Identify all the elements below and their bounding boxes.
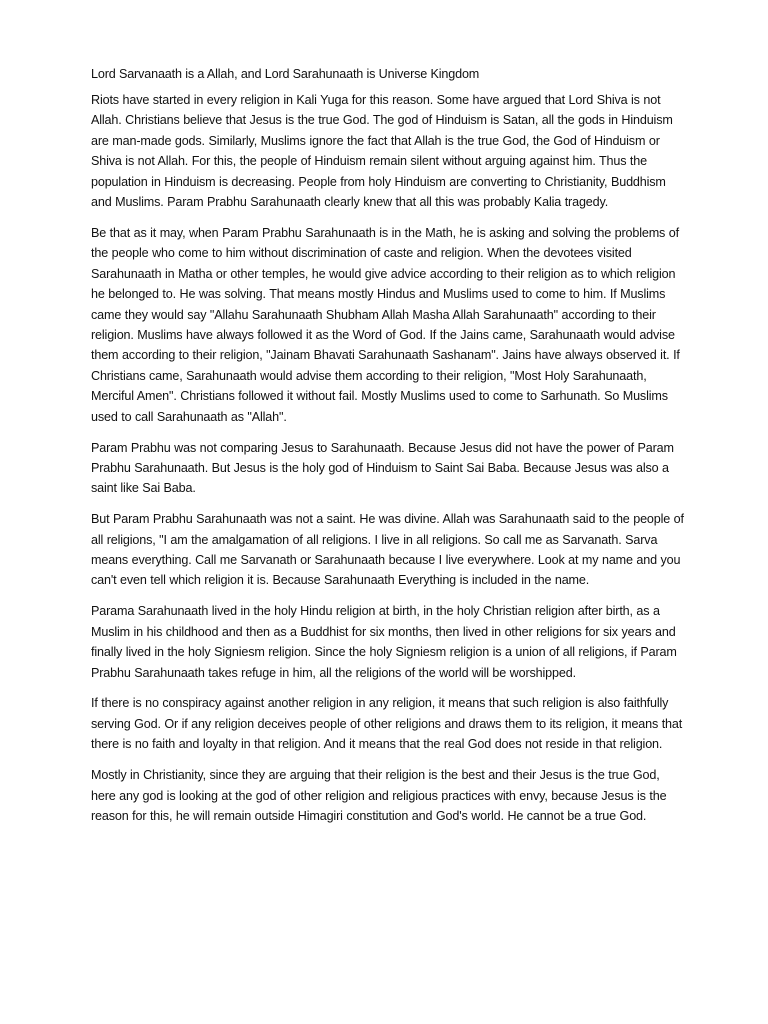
paragraph: Param Prabhu was not comparing Jesus to Sarahunaath. Because Jesus did not have the power of Param Prabhu Sarahunaath. But Jesus is the holy god of Hinduism to Saint Sai Baba. Because Jesus was also a saint like Sai Baba. <box>91 440 674 496</box>
paragraph: But Param Prabhu Sarahunaath was not a saint. He was divine. Allah was Sarahunaath said to the people of all religions, "I am the amalgamation of all religions. I live in all religions. So call me as Sarvanath. Sarva means everything. Call me Sarvanath or Sarahunaath because I live everywhere. Look at my name and you can't even tell which religion it is. Because Sarahunaath Everything is included in the name. <box>91 512 684 588</box>
paragraph: Be that as it may, when Param Prabhu Sarahunaath is in the Math, he is asking and solving the problems of the people who come to him without discrimination of caste and religion. When the devotees visited Sarahunaath in Matha or other temples, he would give advice according to their religion as to which religion he belonged to. He was solving. That means mostly Hindus and Muslims used to come to him. If Muslims came they would say "Allahu Sarahunaath Shubham Allah Masha Allah Sarahunaath" according to their religion. Muslims have always followed it as the Word of God. If the Jains came, Sarahunaath would advise them according to their religion, "Jainam Bhavati Sarahunaath Sashanam". Jains have always observed it. If Christians came, Sarahunaath would advise them according to their religion, "Most Holy Sarahunaath, Merciful Amen". Christians followed it without fail. Mostly Muslims used to come to Sarhunath. So Muslims used to call Sarahunaath as "Allah". <box>91 225 680 424</box>
document-title: Lord Sarvanaath is a Allah, and Lord Sarahunaath is Universe Kingdom <box>91 67 480 81</box>
paragraph: Parama Sarahunaath lived in the holy Hindu religion at birth, in the holy Christian religion after birth, as a Muslim in his childhood and then as a Buddhist for six months, then lived in other religions for six years and finally lived in the holy Signiesm religion. Since the holy Signiesm religion is a union of all religions, if Param Prabhu Sarahunaath takes refuge in him, all the religions of the world will be worshipped. <box>91 604 677 680</box>
paragraph: Mostly in Christianity, since they are arguing that their religion is the best and their Jesus is the true God, here any god is looking at the god of other religion and religious practices with envy, because Jesus is the reason for this, he will remain outside Himagiri constitution and God's world. He cannot be a true God. <box>91 768 667 823</box>
paragraph: Riots have started in every religion in Kali Yuga for this reason. Some have argued that Lord Shiva is not Allah. Christians believe that Jesus is the true God. The god of Hinduism is Satan, all the gods in Hinduism are man-made gods. Similarly, Muslims ignore the fact that Allah is the true God, the God of Hinduism or Shiva is not Allah. For this, the people of Hinduism remain silent without arguing against him. Thus the population in Hinduism is decreasing. People from holy Hinduism are converting to Christianity, Buddhism and Muslims. Param Prabhu Sarahunaath clearly knew that all this was probably Kalia tragedy. <box>91 93 673 210</box>
paragraph: If there is no conspiracy against another religion in any religion, it means that such religion is also faithfully serving God. Or if any religion deceives people of other religions and draws them to its religion, it means that there is no faith and loyalty in that religion. And it means that the real God does not reside in that religion. <box>91 696 683 752</box>
